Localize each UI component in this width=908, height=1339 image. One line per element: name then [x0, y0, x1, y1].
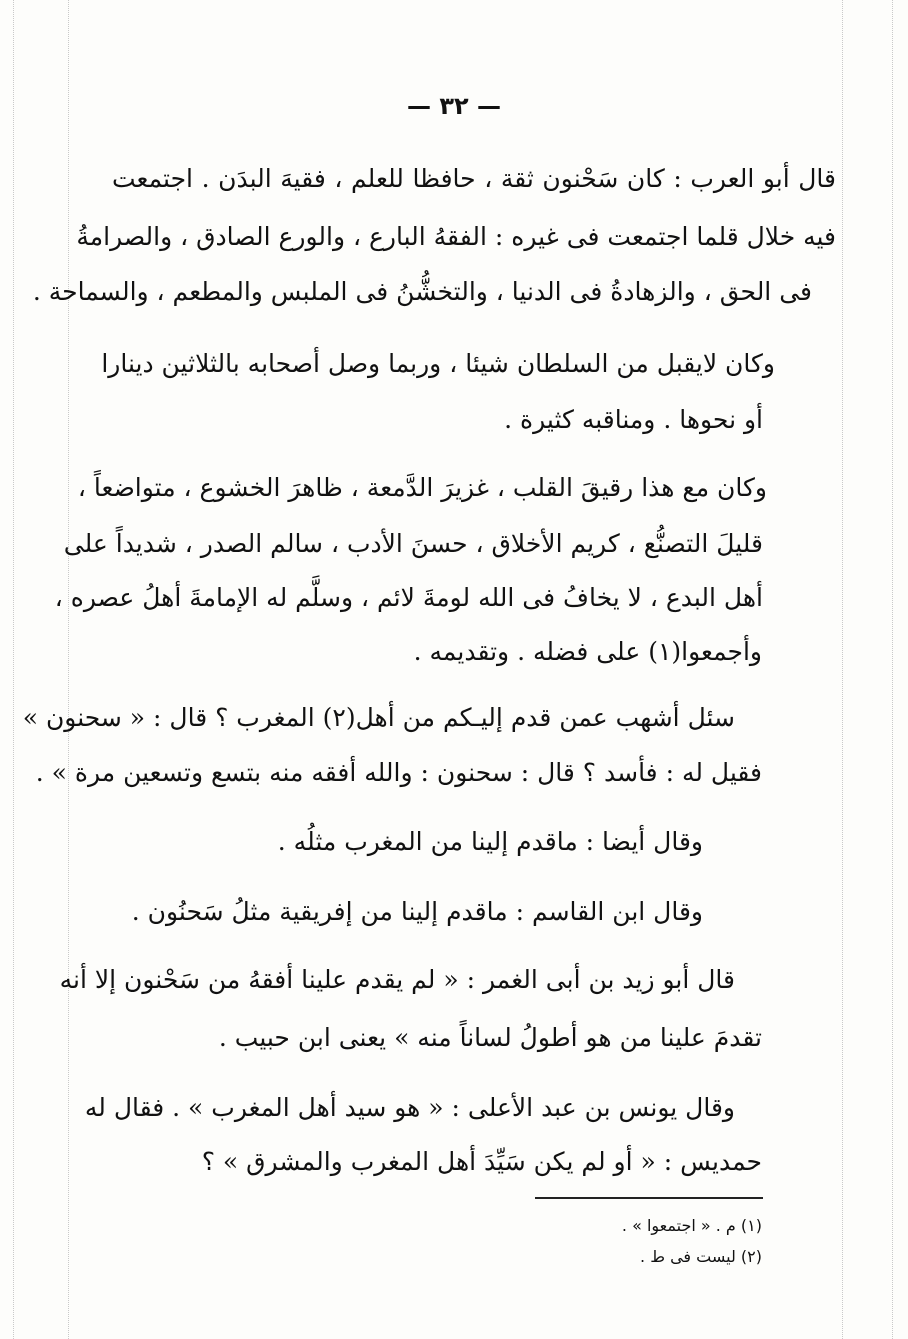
text-line: وقال أيضا : ماقدم إلينا من المغرب مثلُه .: [277, 827, 703, 856]
page-number: — ٣٢ —: [406, 92, 501, 120]
text-line: وكان مع هذا رقيقَ القلب ، غزيرَ الدَّمعة ، ظاهرَ الخشوع ، متواضعاً ،: [77, 473, 767, 502]
text-line: أو نحوها . ومناقبه كثيرة .: [504, 405, 763, 434]
text-line: قال أبو العرب : كان سَحْنون ثقة ، حافظا للعلم ، فقيهَ البدَن . اجتمعت: [112, 164, 836, 193]
text-line: قليلَ التصنُّع ، كريم الأخلاق ، حسنَ الأدب ، سالم الصدر ، شديداً على: [63, 529, 763, 558]
scan-guide-line: [842, 0, 843, 1339]
footnote: (١) م . « اجتمعوا » .: [621, 1216, 762, 1235]
footnote: (٢) ليست فى ط .: [640, 1247, 762, 1266]
text-line: فى الحق ، والزهادةُ فى الدنيا ، والتخشُّنُ فى الملبس والمطعم ، والسماحة .: [32, 277, 812, 306]
text-line: أهل البدع ، لا يخافُ فى الله لومةَ لائم ، وسلَّم له الإمامةَ أهلُ عصره ،: [54, 583, 763, 612]
footnote-divider: [535, 1197, 763, 1199]
text-line: فيه خلال قلما اجتمعت فى غيره : الفقهُ البارع ، والورع الصادق ، والصرامةُ: [76, 222, 836, 251]
text-line: حمديس : « أو لم يكن سَيِّدَ أهل المغرب والمشرق » ؟: [201, 1147, 762, 1176]
text-line: تقدمَ علينا من هو أطولُ لساناً منه » يعنى ابن حبيب .: [218, 1023, 762, 1052]
text-line: سئل أشهب عمن قدم إليـكم من أهل(٢) المغرب ؟ قال : « سحنون »: [22, 703, 735, 732]
scan-guide-line: [68, 0, 69, 1339]
scan-guide-line: [892, 0, 893, 1339]
text-line: وكان لايقبل من السلطان شيئا ، وربما وصل أصحابه بالثلاثين دينارا: [101, 349, 775, 378]
text-line: فقيل له : فأسد ؟ قال : سحنون : والله أفقه منه بتسع وتسعين مرة » .: [35, 758, 762, 787]
text-line: وقال يونس بن عبد الأعلى : « هو سيد أهل المغرب » . فقال له: [84, 1093, 735, 1122]
text-line: قال أبو زيد بن أبى الغمر : « لم يقدم علينا أفقهُ من سَحْنون إلا أنه: [59, 965, 735, 994]
text-line: وأجمعوا(١) على فضله . وتقديمه .: [413, 637, 762, 666]
text-line: وقال ابن القاسم : ماقدم إلينا من إفريقية مثلُ سَحنُون .: [131, 897, 703, 926]
scan-guide-line: [13, 0, 14, 1339]
